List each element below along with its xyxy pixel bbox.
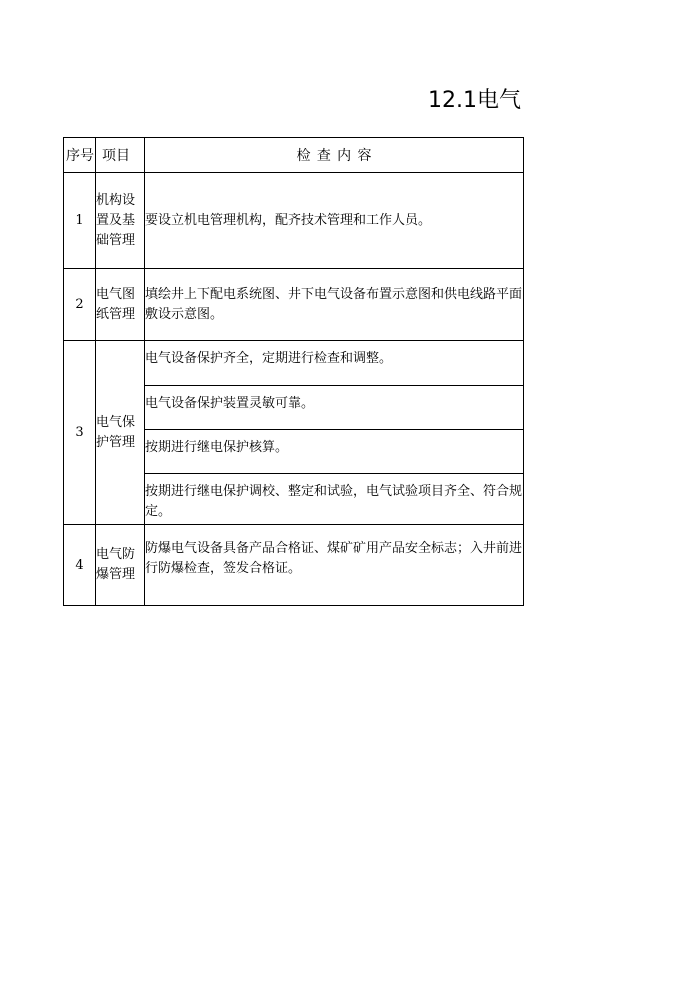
- row-number: 1: [64, 173, 96, 269]
- row-content: 电气设备保护装置灵敏可靠。: [145, 386, 524, 430]
- row-content: 防爆电气设备具备产品合格证、煤矿矿用产品安全标志；入井前进行防爆检查，签发合格证。: [145, 525, 524, 606]
- row-item: 电气图纸管理: [96, 269, 145, 341]
- row-number: 4: [64, 525, 96, 606]
- row-content: 填绘井上下配电系统图、井下电气设备布置示意图和供电线路平面敷设示意图。: [145, 269, 524, 341]
- table-row: [64, 525, 524, 606]
- row-item: 电气防爆管理: [96, 525, 145, 606]
- title-clip: [400, 82, 524, 122]
- table-row: [64, 173, 524, 269]
- table-header-row: [64, 138, 524, 173]
- header-item: 项目: [96, 138, 145, 173]
- row-content: 按期进行继电保护核算。: [145, 430, 524, 474]
- inspection-table: [63, 137, 524, 606]
- header-content: 检查内容: [145, 138, 524, 173]
- row-number: 2: [64, 269, 96, 341]
- header-no: 序号: [64, 138, 96, 173]
- page-title: 12.1电气: [428, 88, 521, 113]
- table-row: [64, 341, 524, 386]
- row-number: 3: [64, 341, 96, 525]
- row-item: 机构设置及基础管理: [96, 173, 145, 269]
- row-content: 要设立机电管理机构，配齐技术管理和工作人员。: [145, 173, 524, 269]
- table-row: [64, 269, 524, 341]
- row-item: 电气保护管理: [96, 341, 145, 525]
- row-content: 电气设备保护齐全，定期进行检查和调整。: [145, 341, 524, 386]
- row-content: 按期进行继电保护调校、整定和试验，电气试验项目齐全、符合规定。: [145, 474, 524, 525]
